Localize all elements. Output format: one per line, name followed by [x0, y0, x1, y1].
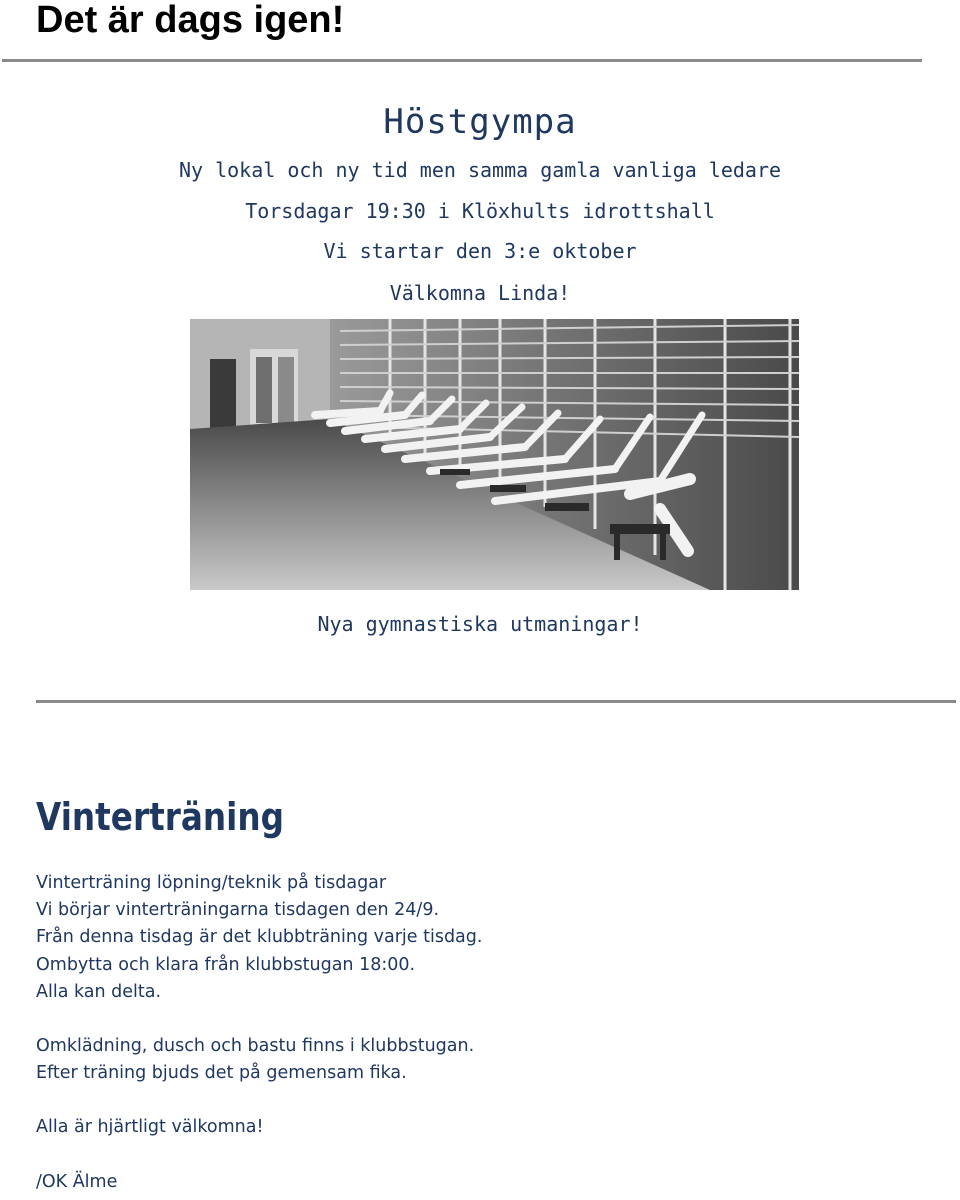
winter-line-club-training: Från denna tisdag är det klubbträning varje tisdag.: [36, 927, 483, 948]
winter-line-meeting-time: Ombytta och klara från klubbstugan 18:00.: [36, 954, 416, 975]
paragraph-gap: [36, 1006, 916, 1033]
autumn-line-schedule: Torsdagar 19:30 i Klöxhults idrottshall: [245, 199, 715, 223]
middle-divider: [36, 700, 956, 703]
winter-line-facilities: Omklädning, dusch och bastu finns i klubbstugan.: [36, 1036, 475, 1057]
winter-line-start: Vi börjar vinterträningarna tisdagen den 24/9.: [36, 900, 440, 921]
signature: /OK Älme: [36, 1171, 118, 1192]
autumn-heading: Höstgympa: [383, 102, 577, 142]
winter-heading: Vinterträning: [36, 795, 285, 839]
autumn-line-welcome: Välkomna Linda!: [389, 281, 571, 305]
winter-welcome: Alla är hjärtligt välkomna!: [36, 1117, 264, 1138]
paragraph-gap: [36, 1087, 916, 1114]
winter-line-running: Vinterträning löpning/teknik på tisdagar: [36, 873, 387, 893]
paragraph-gap: [36, 1142, 916, 1169]
page-title: Det är dags igen!: [36, 0, 345, 41]
winter-line-everyone: Alla kan delta.: [36, 981, 162, 1002]
photo-caption: Nya gymnastiska utmaningar!: [317, 612, 643, 636]
top-divider: [2, 59, 922, 62]
autumn-line-start: Vi startar den 3:e oktober: [323, 239, 637, 263]
winter-body: [36, 870, 916, 1196]
autumn-line-leaders: Ny lokal och ny tid men samma gamla vanliga ledare: [178, 158, 782, 182]
gymnastics-photo: [190, 319, 799, 590]
winter-line-fika: Efter träning bjuds det på gemensam fika.: [36, 1063, 407, 1084]
